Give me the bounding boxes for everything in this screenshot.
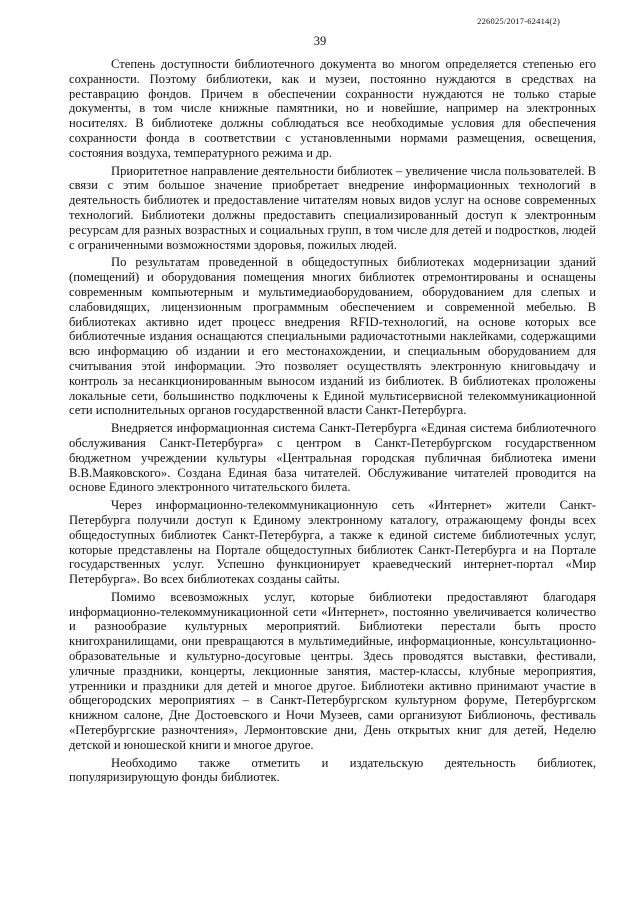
page-number: 39 [313, 34, 327, 48]
paragraph: Приоритетное направление деятельности библиотек – увеличение числа пользователей. В связи с этим большое значение приобретает внедрение информационных технологий в деятельность библиотек и предоставление читателям новых видов услуг на основе современных технологий. Библиотеки должны предоставить специализированный доступ к электронным ресурсам для разных возрастных и социальных групп, в том числе для детей и подростков, людей с ограниченными возможностями здоровья, пожилых людей. [69, 163, 596, 252]
paragraph: По результатам проведенной в общедоступных библиотеках модернизации зданий (помещений) и оборудования помещения многих библиотек отремонтированы и оснащены современным компьютерным и мультимедиаоборудованием, оборудованием для слепых и слабовидящих, лицензионным программным обеспечением и современной мебелью. В библиотеках активно идет процесс внедрения RFID-технологий, на основе которых все библиотечные издания оснащаются специальными радиочастотными наклейками, содержащими всю информацию об издании и его местонахождении, и специальным оборудованием для считывания этой информации. Это позволяет осуществлять электронную книговыдачу и контроль за несанкционированным выносом изданий из библиотек. В библиотеках проложены локальные сети, большинство подключены к Единой мультисервисной телекоммуникационной сети исполнительных органов государственной власти Санкт-Петербурга. [69, 255, 596, 418]
paragraph: Помимо всевозможных услуг, которые библиотеки предоставляют благодаря информационно-телекоммуникационной сети «Интернет», постоянно увеличивается количество и разнообразие культурных мероприятий. Библиотеки перестали быть просто книгохранилищами, они превращаются в мультимедийные, информационные, консультационно-образовательные и культурно-досуговые центры. Здесь проводятся выставки, фестивали, уличные праздники, концерты, лекционные занятия, мастер-классы, клубные мероприятия, утренники и праздники для детей и многое другое. Библиотеки активно принимают участие в общегородских мероприятиях – в Санкт-Петербургском культурном форуме, Петербургском книжном салоне, Дне Достоевского и Ночи Музеев, сами организуют Библионочь, фестиваль «Петербургские разночтения», Лермонтовские дни, День открытых книг для детей, Неделю детской и юношеской книги и многое другое. [69, 589, 596, 752]
paragraph: Внедряется информационная система Санкт-Петербурга «Единая система библиотечного обслуживания Санкт-Петербурга» с центром в Санкт-Петербургском государственном бюджетном учреждении культуры «Центральная городская публичная библиотека имени В.В.Маяковского». Создана Единая база читателей. Обслуживание читателей проводится на основе Единого электронного читательского билета. [69, 421, 596, 495]
paragraph: Степень доступности библиотечного документа во многом определяется степенью его сохранности. Поэтому библиотеки, как и музеи, постоянно нуждаются в средствах на реставрацию фондов. Причем в обеспечении сохранности нуждаются не только старые документы, в том числе книжные памятники, но и новейшие, например на электронных носителях. В библиотеке должны соблюдаться все необходимые условия для обеспечения сохранности фонда в соответствии с установленными нормами размещения, освещения, состояния воздуха, температурного режима и др. [69, 57, 596, 160]
document-body [69, 57, 596, 788]
document-id: 226025/2017-62414(2) [477, 16, 560, 26]
paragraph: Через информационно-телекоммуникационную сеть «Интернет» жители Санкт-Петербурга получили доступ к Единому электронному каталогу, отражающему фонды всех общедоступных библиотек Санкт-Петербурга, а также к единой системе библиотечных услуг, которые представлены на Портале общедоступных библиотек Санкт-Петербурга и на Портале государственных услуг. Успешно функционирует краеведческий интернет-портал «Мир Петербурга». Во всех библиотеках созданы сайты. [69, 498, 596, 587]
paragraph: Необходимо также отметить и издательскую деятельность библиотек, популяризирующую фонды библиотек. [69, 755, 596, 785]
